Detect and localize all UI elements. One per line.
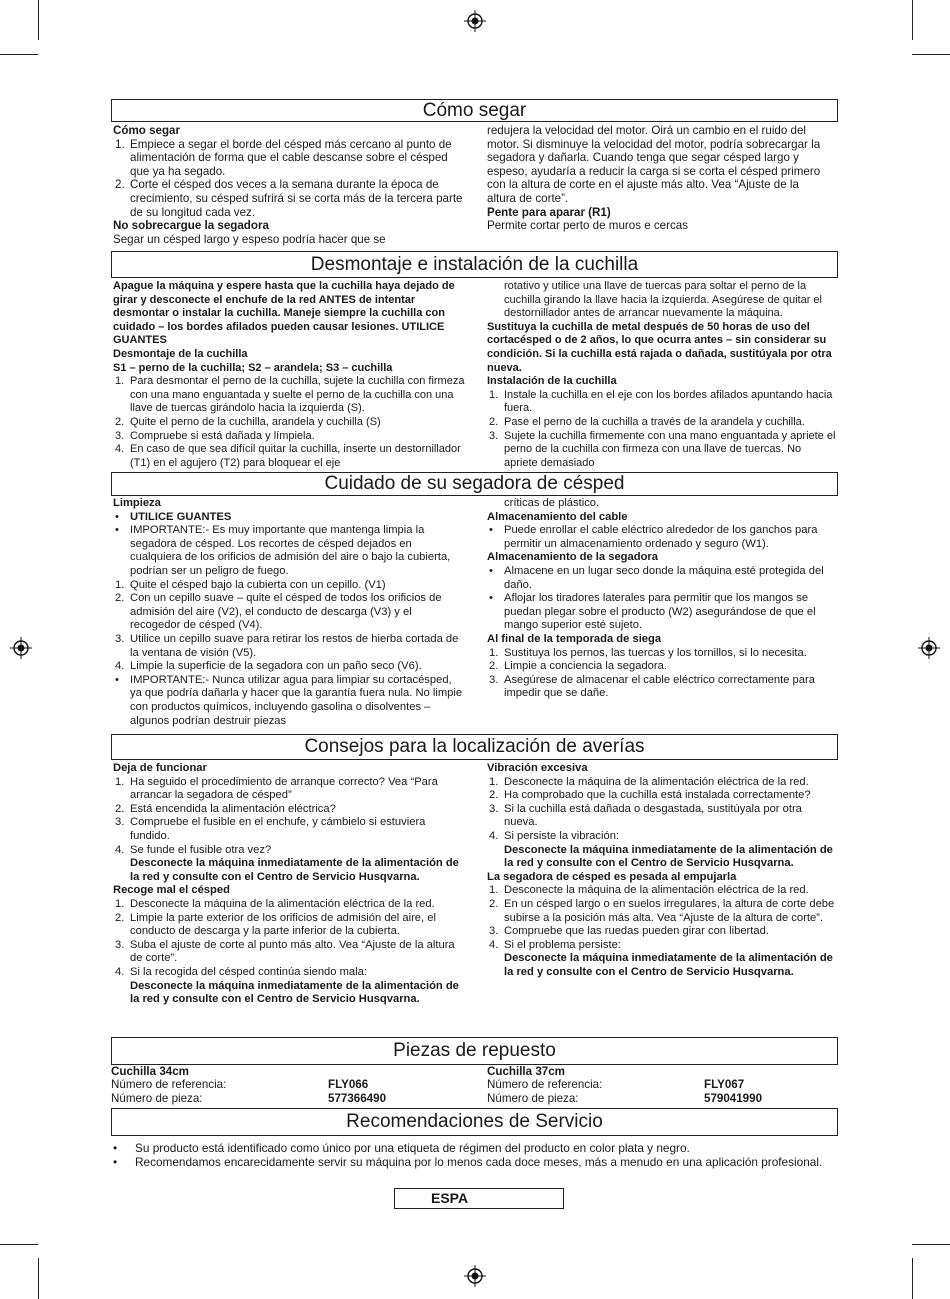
list-item xyxy=(487,565,837,592)
list-marker: 3. xyxy=(115,429,125,442)
bullet: • xyxy=(113,1154,118,1169)
como-segar-right-column xyxy=(487,124,827,233)
subheading: Recoge mal el césped xyxy=(113,884,230,897)
consejos-right-column xyxy=(487,762,837,980)
cuidado-right-column xyxy=(487,497,837,701)
subheading: Al final de la temporada de siega xyxy=(487,632,662,645)
list-item-text: Ha seguido el procedimiento de arranque correcto? Vea “Para arrancar la segadora de césped” xyxy=(130,775,438,802)
crop-mark xyxy=(912,0,913,40)
list-marker: 1. xyxy=(115,137,125,151)
list-item-text: Está encendida la alimentación eléctrica? xyxy=(130,802,336,815)
servicio-bullet-1: Su producto está identificado como único por una etiqueta de régimen del producto en color plata y negro. xyxy=(135,1141,690,1155)
list-item-text: Desconecte la máquina de la alimentación eléctrica de la red. xyxy=(504,775,809,788)
paragraph: Permite cortar perto de muros e cercas xyxy=(487,219,689,233)
list-marker: 2. xyxy=(489,415,499,428)
section-title-piezas: Piezas de repuesto xyxy=(111,1037,838,1065)
list-item-text: Quite el césped bajo la cubierta con un cepillo. (V1) xyxy=(130,578,386,591)
blade-37-heading: Cuchilla 37cm xyxy=(487,1065,565,1078)
list-item-text: UTILICE GUANTES xyxy=(130,510,232,523)
registration-mark-icon xyxy=(464,1265,486,1287)
list-marker: 4. xyxy=(115,843,125,856)
list-item-text: Desconecte la máquina de la alimentación eléctrica de la red. xyxy=(130,897,435,910)
list-item-text: En caso de que sea difícil quitar la cuchilla, inserte un destornillador (T1) en el agujero (T2) para bloquear el eje xyxy=(130,443,461,469)
list-marker: 3. xyxy=(489,802,499,815)
crop-mark xyxy=(38,1258,39,1299)
list-item xyxy=(113,592,463,633)
section-title-servicio: Recomendaciones de Servicio xyxy=(111,1108,838,1136)
blade-34-heading: Cuchilla 34cm xyxy=(111,1065,189,1078)
list-item xyxy=(113,966,463,980)
section-title-consejos: Consejos para la localización de averías xyxy=(111,734,838,760)
list-marker: 2. xyxy=(489,789,499,802)
list-item xyxy=(487,830,837,844)
list-item xyxy=(113,178,468,219)
blade-37-ref-label: Número de referencia: xyxy=(487,1078,603,1091)
list-item-text: En un césped largo o en suelos irregulares, la altura de corte debe subirse a la posición más alta. Vea “Ajuste de la altura de corte”. xyxy=(504,897,835,924)
desmontaje-left-column xyxy=(113,280,465,470)
list-marker: 3. xyxy=(115,632,125,645)
list-marker: • xyxy=(489,524,493,537)
list-item xyxy=(487,430,837,471)
list-item-text: Almacene en un lugar seco donde la máquina esté protegida del daño. xyxy=(504,564,824,591)
blade-37-part-value: 579041990 xyxy=(704,1092,763,1105)
list-marker: 2. xyxy=(115,415,125,428)
list-item-text: Si la cuchilla está dañada o desgastada, sustitúyala por otra nueva. xyxy=(504,802,802,829)
list-item xyxy=(113,939,463,966)
crop-mark xyxy=(912,54,950,55)
subheading: Limpieza xyxy=(113,497,161,509)
blade-34-ref-label: Número de referencia: xyxy=(111,1078,227,1091)
list-item xyxy=(113,416,465,430)
como-segar-left-column xyxy=(113,124,468,246)
subheading: Almacenamiento de la segadora xyxy=(487,551,658,564)
list-item xyxy=(487,939,837,953)
crop-mark xyxy=(0,54,38,55)
list-marker: 2. xyxy=(115,802,125,815)
list-item-text: Ha comprobado que la cuchilla está instalada correctamente? xyxy=(504,789,811,802)
bullet: • xyxy=(113,1141,118,1155)
list-marker: • xyxy=(489,564,493,577)
list-item-text: Utilice un cepillo suave para retirar los restos de hierba cortada de la ventana de visión (V5). xyxy=(130,632,459,659)
paragraph: críticas de plástico. xyxy=(504,497,600,509)
list-marker: 1. xyxy=(489,775,499,788)
list-marker: 2. xyxy=(115,178,125,192)
list-item-text: Desconecte la máquina de la alimentación eléctrica de la red. xyxy=(504,884,809,897)
list-item-text: Si el problema persiste: xyxy=(504,938,621,951)
list-marker: 3. xyxy=(115,816,125,829)
list-marker: 1. xyxy=(115,775,125,788)
list-item xyxy=(113,443,465,470)
list-item xyxy=(113,816,463,843)
section-title-como-segar: Cómo segar xyxy=(111,99,838,122)
list-item-text: Limpie la superficie de la segadora con un paño seco (V6). xyxy=(130,660,422,673)
list-item xyxy=(487,524,837,551)
list-item-text: Empiece a segar el borde del césped más cercano al punto de alimentación de forma que el cable descanse sobre el césped que ya ha segado. xyxy=(130,137,452,178)
warning-note: Desconecte la máquina inmediatamente de la alimentación de la red y consulte con el Centro de Servicio Husqvarna. xyxy=(504,952,833,978)
list-item-text: Compruebe el fusible en el enchufe, y cámbielo si estuviera fundido. xyxy=(130,816,426,842)
blade-34-part-label: Número de pieza: xyxy=(111,1092,203,1105)
registration-mark-icon xyxy=(918,637,940,659)
list-item xyxy=(487,789,837,803)
list-marker: 4. xyxy=(489,938,499,951)
list-item xyxy=(113,660,463,674)
list-item xyxy=(113,912,463,939)
list-item xyxy=(487,647,837,661)
list-item-text: Pase el perno de la cuchilla a través de la arandela y cuchilla. xyxy=(504,415,805,428)
paragraph: redujera la velocidad del motor. Oirá un cambio en el ruido del motor. Si disminuye la velocidad del motor, podría sobrecargar la segadora y dañarla. Cuando tenga que segar césped largo y espeso, ayudaría a reducir la carga si se corta el césped primero con la altura de corte en el ajuste más alto. Vea “Ajuste de la altura de corte”. xyxy=(487,124,821,205)
registration-mark-icon xyxy=(10,637,32,659)
list-item xyxy=(111,1156,831,1170)
list-item xyxy=(113,511,463,525)
paragraph: Segar un césped largo y espeso podría hacer que se xyxy=(113,232,386,246)
language-tab: ESPA xyxy=(394,1188,564,1209)
warning-note: Desconecte la máquina inmediatamente de la alimentación de la red y consulte con el Centro de Servicio Husqvarna. xyxy=(130,979,459,1006)
list-item-text: Quite el perno de la cuchilla, arandela y cuchilla (S) xyxy=(130,415,381,428)
list-item-text: Compruebe si está dañada y límpiela. xyxy=(130,429,315,442)
list-item-text: Sustituya los pernos, las tuercas y los tornillos, si lo necesita. xyxy=(504,646,807,659)
list-item-text: IMPORTANTE:- Es muy importante que mantenga limpia la segadora de césped. Los recortes de césped dejados en cualquiera de los orificios de admisión del aire o bajo la cubierta, podrían ser un peligro de fuego. xyxy=(130,524,451,577)
list-marker: 3. xyxy=(489,429,499,442)
list-marker: • xyxy=(115,673,119,686)
section-title-cuidado: Cuidado de su segadora de césped xyxy=(111,472,838,496)
list-item xyxy=(487,803,837,830)
list-marker: 4. xyxy=(115,660,125,673)
list-item xyxy=(487,898,837,925)
desmontaje-right-column xyxy=(487,280,837,470)
blade-37-part-label: Número de pieza: xyxy=(487,1092,579,1105)
subheading: Deja de funcionar xyxy=(113,762,207,774)
list-marker: 2. xyxy=(115,911,125,924)
crop-mark xyxy=(912,1258,913,1299)
warning-paragraph: Apague la máquina y espere hasta que la cuchilla haya dejado de girar y desconecte el enchufe de la red ANTES de intentar desmontar o instalar la cuchilla. Maneje siempre la cuchilla con cuidado – los bordes afilados pueden causar lesiones. UTILICE GUANTES xyxy=(113,280,455,347)
warning-note: Desconecte la máquina inmediatamente de la alimentación de la red y consulte con el Centro de Servicio Husqvarna. xyxy=(504,843,833,870)
list-item xyxy=(487,592,837,633)
servicio-bullet-2: Recomendamos encarecidamente servir su máquina por lo menos cada doce meses, más a menudo en una aplicación profesional. xyxy=(135,1154,823,1169)
servicio-bullets xyxy=(111,1142,831,1169)
list-marker: 3. xyxy=(489,673,499,686)
list-item xyxy=(487,925,837,939)
consejos-left-column xyxy=(113,762,463,1007)
list-item xyxy=(113,579,463,593)
list-marker: • xyxy=(115,510,119,523)
list-item xyxy=(113,776,463,803)
subheading: Almacenamiento del cable xyxy=(487,510,628,523)
list-marker: 4. xyxy=(489,829,499,842)
list-item-text: Si la recogida del césped continúa siendo mala: xyxy=(130,965,367,978)
list-item xyxy=(487,674,837,701)
list-item xyxy=(487,776,837,790)
list-item xyxy=(487,884,837,898)
list-item xyxy=(487,660,837,674)
list-item xyxy=(113,844,463,858)
list-item xyxy=(113,633,463,660)
list-item-text: IMPORTANTE:- Nunca utilizar agua para limpiar su cortacésped, ya que podría dañarla y hacer que la garantía fuera nula. No limpie con productos químicos, incluyendo gasolina o disolventes – algunos podrían destruir piezas xyxy=(130,673,463,727)
blade-37-ref-value: FLY067 xyxy=(704,1078,745,1091)
list-marker: 3. xyxy=(115,938,125,951)
list-item xyxy=(113,138,468,179)
list-item-text: Aflojar los tiradores laterales para permitir que los mangos se puedan plegar sobre el producto (W2) asegurándose de que el mango superior esté sujeto. xyxy=(504,592,816,632)
subheading: S1 – perno de la cuchilla; S2 – arandela; S3 – cuchilla xyxy=(113,361,393,374)
list-marker: 1. xyxy=(489,388,499,401)
list-item-text: Sujete la cuchilla firmemente con una mano enguantada y apriete el perno de la cuchilla con firmeza con una llave de tuercas. No apriete demasiado xyxy=(504,429,836,469)
list-item-text: Puede enrollar el cable eléctrico alrededor de los ganchos para permitir un almacenamiento ordenado y seguro (W1). xyxy=(504,524,818,550)
list-marker: 2. xyxy=(115,592,125,605)
list-item xyxy=(487,416,837,430)
blade-34-ref-value: FLY066 xyxy=(328,1078,369,1091)
subheading: Cómo segar xyxy=(113,124,181,137)
list-item-text: Suba el ajuste de corte al punto más alto. Vea “Ajuste de la altura de corte”. xyxy=(130,938,455,965)
list-marker: 3. xyxy=(489,925,499,938)
list-item-text: Instale la cuchilla en el eje con los bordes afilados apuntando hacia fuera. xyxy=(504,388,833,415)
list-item-text: Compruebe que las ruedas pueden girar con libertad. xyxy=(504,925,769,938)
blade-34-part-value: 577366490 xyxy=(328,1092,387,1105)
list-item-text: Se funde el fusible otra vez? xyxy=(130,843,272,856)
list-marker: • xyxy=(489,592,493,605)
list-item xyxy=(113,674,463,728)
list-item xyxy=(113,524,463,578)
subheading: Instalación de la cuchilla xyxy=(487,375,617,388)
list-marker: 4. xyxy=(115,443,125,456)
list-marker: 2. xyxy=(489,660,499,673)
list-marker: 1. xyxy=(489,646,499,659)
subheading: Vibración excesiva xyxy=(487,762,588,774)
list-item xyxy=(113,803,463,817)
list-item xyxy=(487,389,837,416)
paragraph: rotativo y utilice una llave de tuercas para soltar el perno de la cuchilla girando la llave hacia la izquierda. Asegúrese de quitar el destornillador antes de arrancar nuevamente la máquina. xyxy=(504,280,822,320)
crop-mark xyxy=(0,1244,38,1245)
list-marker: 1. xyxy=(489,884,499,897)
warning-note: Desconecte la máquina inmediatamente de la alimentación de la red y consulte con el Centro de Servicio Husqvarna. xyxy=(130,857,459,883)
list-item-text: Limpie la parte exterior de los orificios de admisión del aire, el conducto de descarga y la parte inferior de la cubierta. xyxy=(130,911,436,938)
list-item-text: Para desmontar el perno de la cuchilla, sujete la cuchilla con firmeza con una mano enguantada y suelte el perno de la cuchilla con una llave de tuercas girándolo hacia la izquierda (S). xyxy=(130,375,465,415)
list-marker: 2. xyxy=(489,897,499,910)
list-marker: 1. xyxy=(115,897,125,910)
registration-mark-icon xyxy=(464,10,486,32)
crop-mark xyxy=(912,1244,950,1245)
list-item-text: Limpie a conciencia la segadora. xyxy=(504,660,667,673)
subheading: Pente para aparar (R1) xyxy=(487,205,611,219)
list-marker: 1. xyxy=(115,375,125,388)
list-marker: 1. xyxy=(115,578,125,591)
list-item-text: Si persiste la vibración: xyxy=(504,829,620,842)
cuidado-left-column xyxy=(113,497,463,728)
list-item xyxy=(111,1142,831,1156)
section-title-desmontaje: Desmontaje e instalación de la cuchilla xyxy=(111,251,838,278)
list-item xyxy=(113,898,463,912)
list-item-text: Asegúrese de almacenar el cable eléctrico correctamente para impedir que se dañe. xyxy=(504,673,815,700)
list-item-text: Con un cepillo suave – quite el césped de todos los orificios de admisión del aire (V2), el conducto de descarga (V3) y el recogedor de césped (V4). xyxy=(130,592,442,632)
warning-paragraph: Sustituya la cuchilla de metal después de 50 horas de uso del cortacésped o de 2 años, lo que ocurra antes – sin considerar su condición. Si la cuchilla está rajada o dañada, sustitúyala por otra nueva. xyxy=(487,320,832,374)
subheading: No sobrecargue la segadora xyxy=(113,219,269,233)
crop-mark xyxy=(38,0,39,40)
list-marker: 4. xyxy=(115,965,125,978)
subheading: Desmontaje de la cuchilla xyxy=(113,347,248,360)
subheading: La segadora de césped es pesada al empujarla xyxy=(487,870,737,883)
list-marker: • xyxy=(115,524,119,537)
list-item xyxy=(113,430,465,444)
list-item xyxy=(113,375,465,416)
list-item-text: Corte el césped dos veces a la semana durante la época de crecimiento, su césped sufrirá si se corta más de la tercera parte de su longitud cada vez. xyxy=(130,178,463,219)
